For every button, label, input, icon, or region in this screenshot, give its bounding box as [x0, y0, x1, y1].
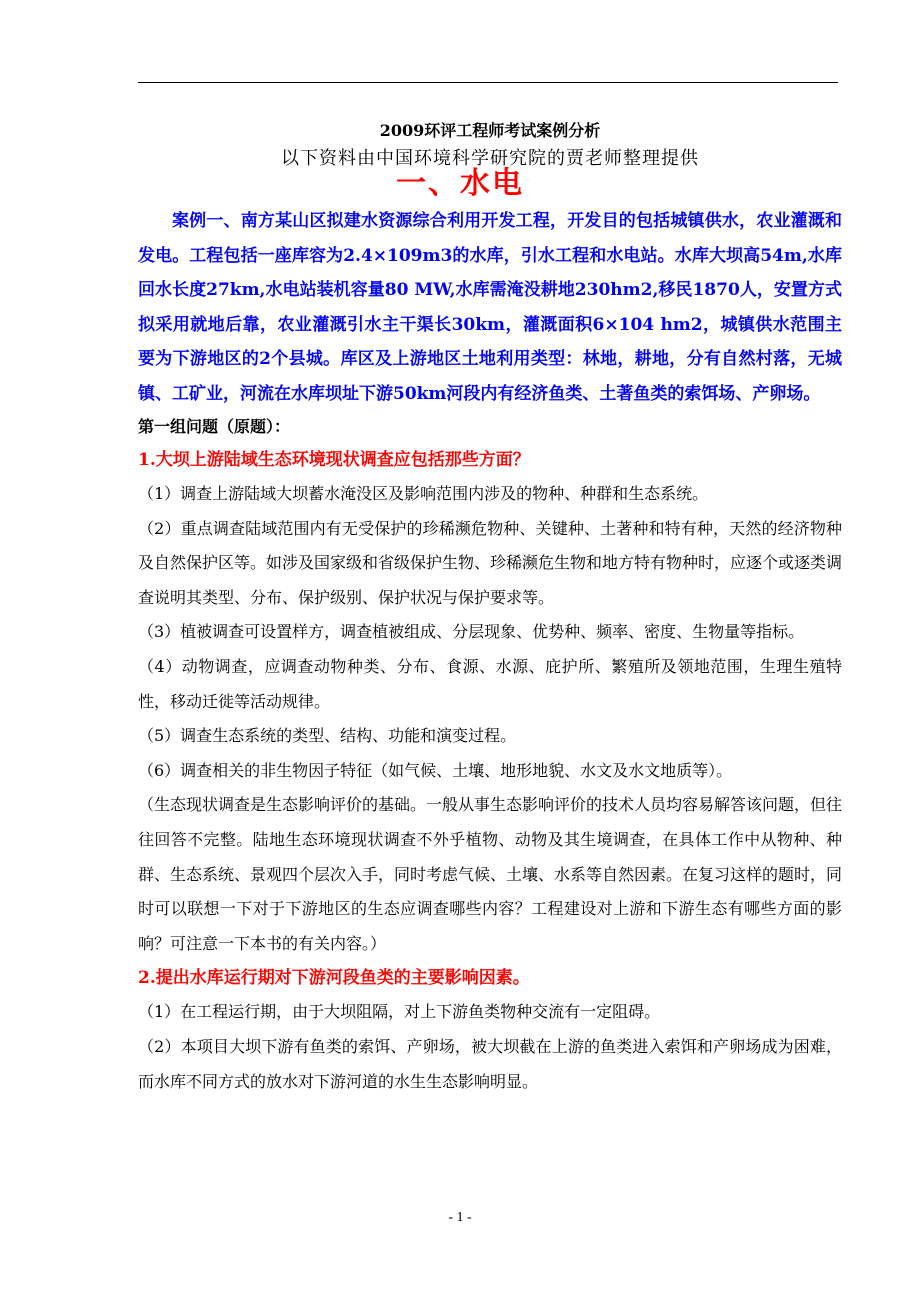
page-content — [138, 118, 842, 1099]
answer-2-item-2: （2）本项目大坝下游有鱼类的索饵、产卵场，被大坝截在上游的鱼类进入索饵和产卵场成为困难，而水库不同方式的放水对下游河道的水生生态影响明显。 — [138, 1036, 842, 1091]
answer-1-item-5: （5）调查生态系统的类型、结构、功能和演变过程。 — [138, 726, 517, 746]
question-group-heading: 第一组问题（原题）： — [138, 417, 291, 436]
answer-2-item-1: （1）在工程运行期，由于大坝阻隔，对上下游鱼类物种交流有一定阻碍。 — [138, 1002, 661, 1022]
header-rule — [138, 82, 838, 83]
document-title: 2009环评工程师考试案例分析 — [379, 121, 601, 140]
answer-1-item-6: （6）调查相关的非生物因子特征（如气候、土壤、地形地貌、水文及水文地质等）。 — [138, 760, 733, 780]
case-description: 案例一、南方某山区拟建水资源综合利用开发工程，开发目的包括城镇供水，农业灌溉和发电。工程包括一座库容为2.4×109m3的水库，引水工程和水电站。水库大坝高54m,水库回水长度27km,水电站装机容量80 MW,水库需淹没耕地230hm2,移民1870人，安置方式拟采用就地后靠，农业灌溉引水主干渠长30km，灌溉面积6×104 hm2，城镇供水范围主要为下游地区的2个县城。库区及上游地区土地利用类型：林地，耕地，分有自然村落，无城镇、工矿业，河流在水库坝址下游50km河段内有经济鱼类、土著鱼类的索饵场、产卵场。 — [138, 211, 842, 404]
answer-1-item-3: （3）植被调查可设置样方，调查植被组成、分层现象、优势种、频率、密度、生物量等指标。 — [138, 622, 805, 642]
answer-1-item-1: （1）调查上游陆域大坝蓄水淹没区及影响范围内涉及的物种、种群和生态系统。 — [138, 484, 709, 503]
section-heading: 一、水电 — [396, 166, 524, 201]
answer-1-item-2: （2）重点调查陆域范围内有无受保护的珍稀濒危物种、关键种、土著种和特有种，天然的经济物种及自然保护区等。如涉及国家级和省级保护生物、珍稀濒危生物和地方特有物种时，应逐个或逐类调查说明其类型、分布、保护级别、保护状况与保护要求等。 — [138, 518, 843, 607]
question-2: 2.提出水库运行期对下游河段鱼类的主要影响因素。 — [138, 968, 530, 989]
document-subtitle: 以下资料由中国环境科学研究院的贾老师整理提供 — [281, 148, 699, 169]
answer-1-item-4: （4）动物调查，应调查动物种类、分布、食源、水源、庇护所、繁殖所及领地范围，生理生殖特性，移动迁徙等活动规律。 — [138, 656, 842, 711]
page-number: - 1 - — [448, 1210, 472, 1225]
question-1: 1.大坝上游陆域生态环境现状调查应包括那些方面？ — [138, 450, 530, 470]
answer-1-commentary: （生态现状调查是生态影响评价的基础。一般从事生态影响评价的技术人员均容易解答该问题，但往往回答不完整。陆地生态环境现状调查不外乎植物、动物及其生境调查，在具体工作中从物种、种群、生态系统、景观四个层次入手，同时考虑气候、土壤、水系等自然因素。在复习这样的题时，同时可以联想一下对于下游地区的生态应调查哪些内容？工程建设对上游和下游生态有哪些方面的影响？可注意一下本书的有关内容。） — [138, 795, 843, 953]
